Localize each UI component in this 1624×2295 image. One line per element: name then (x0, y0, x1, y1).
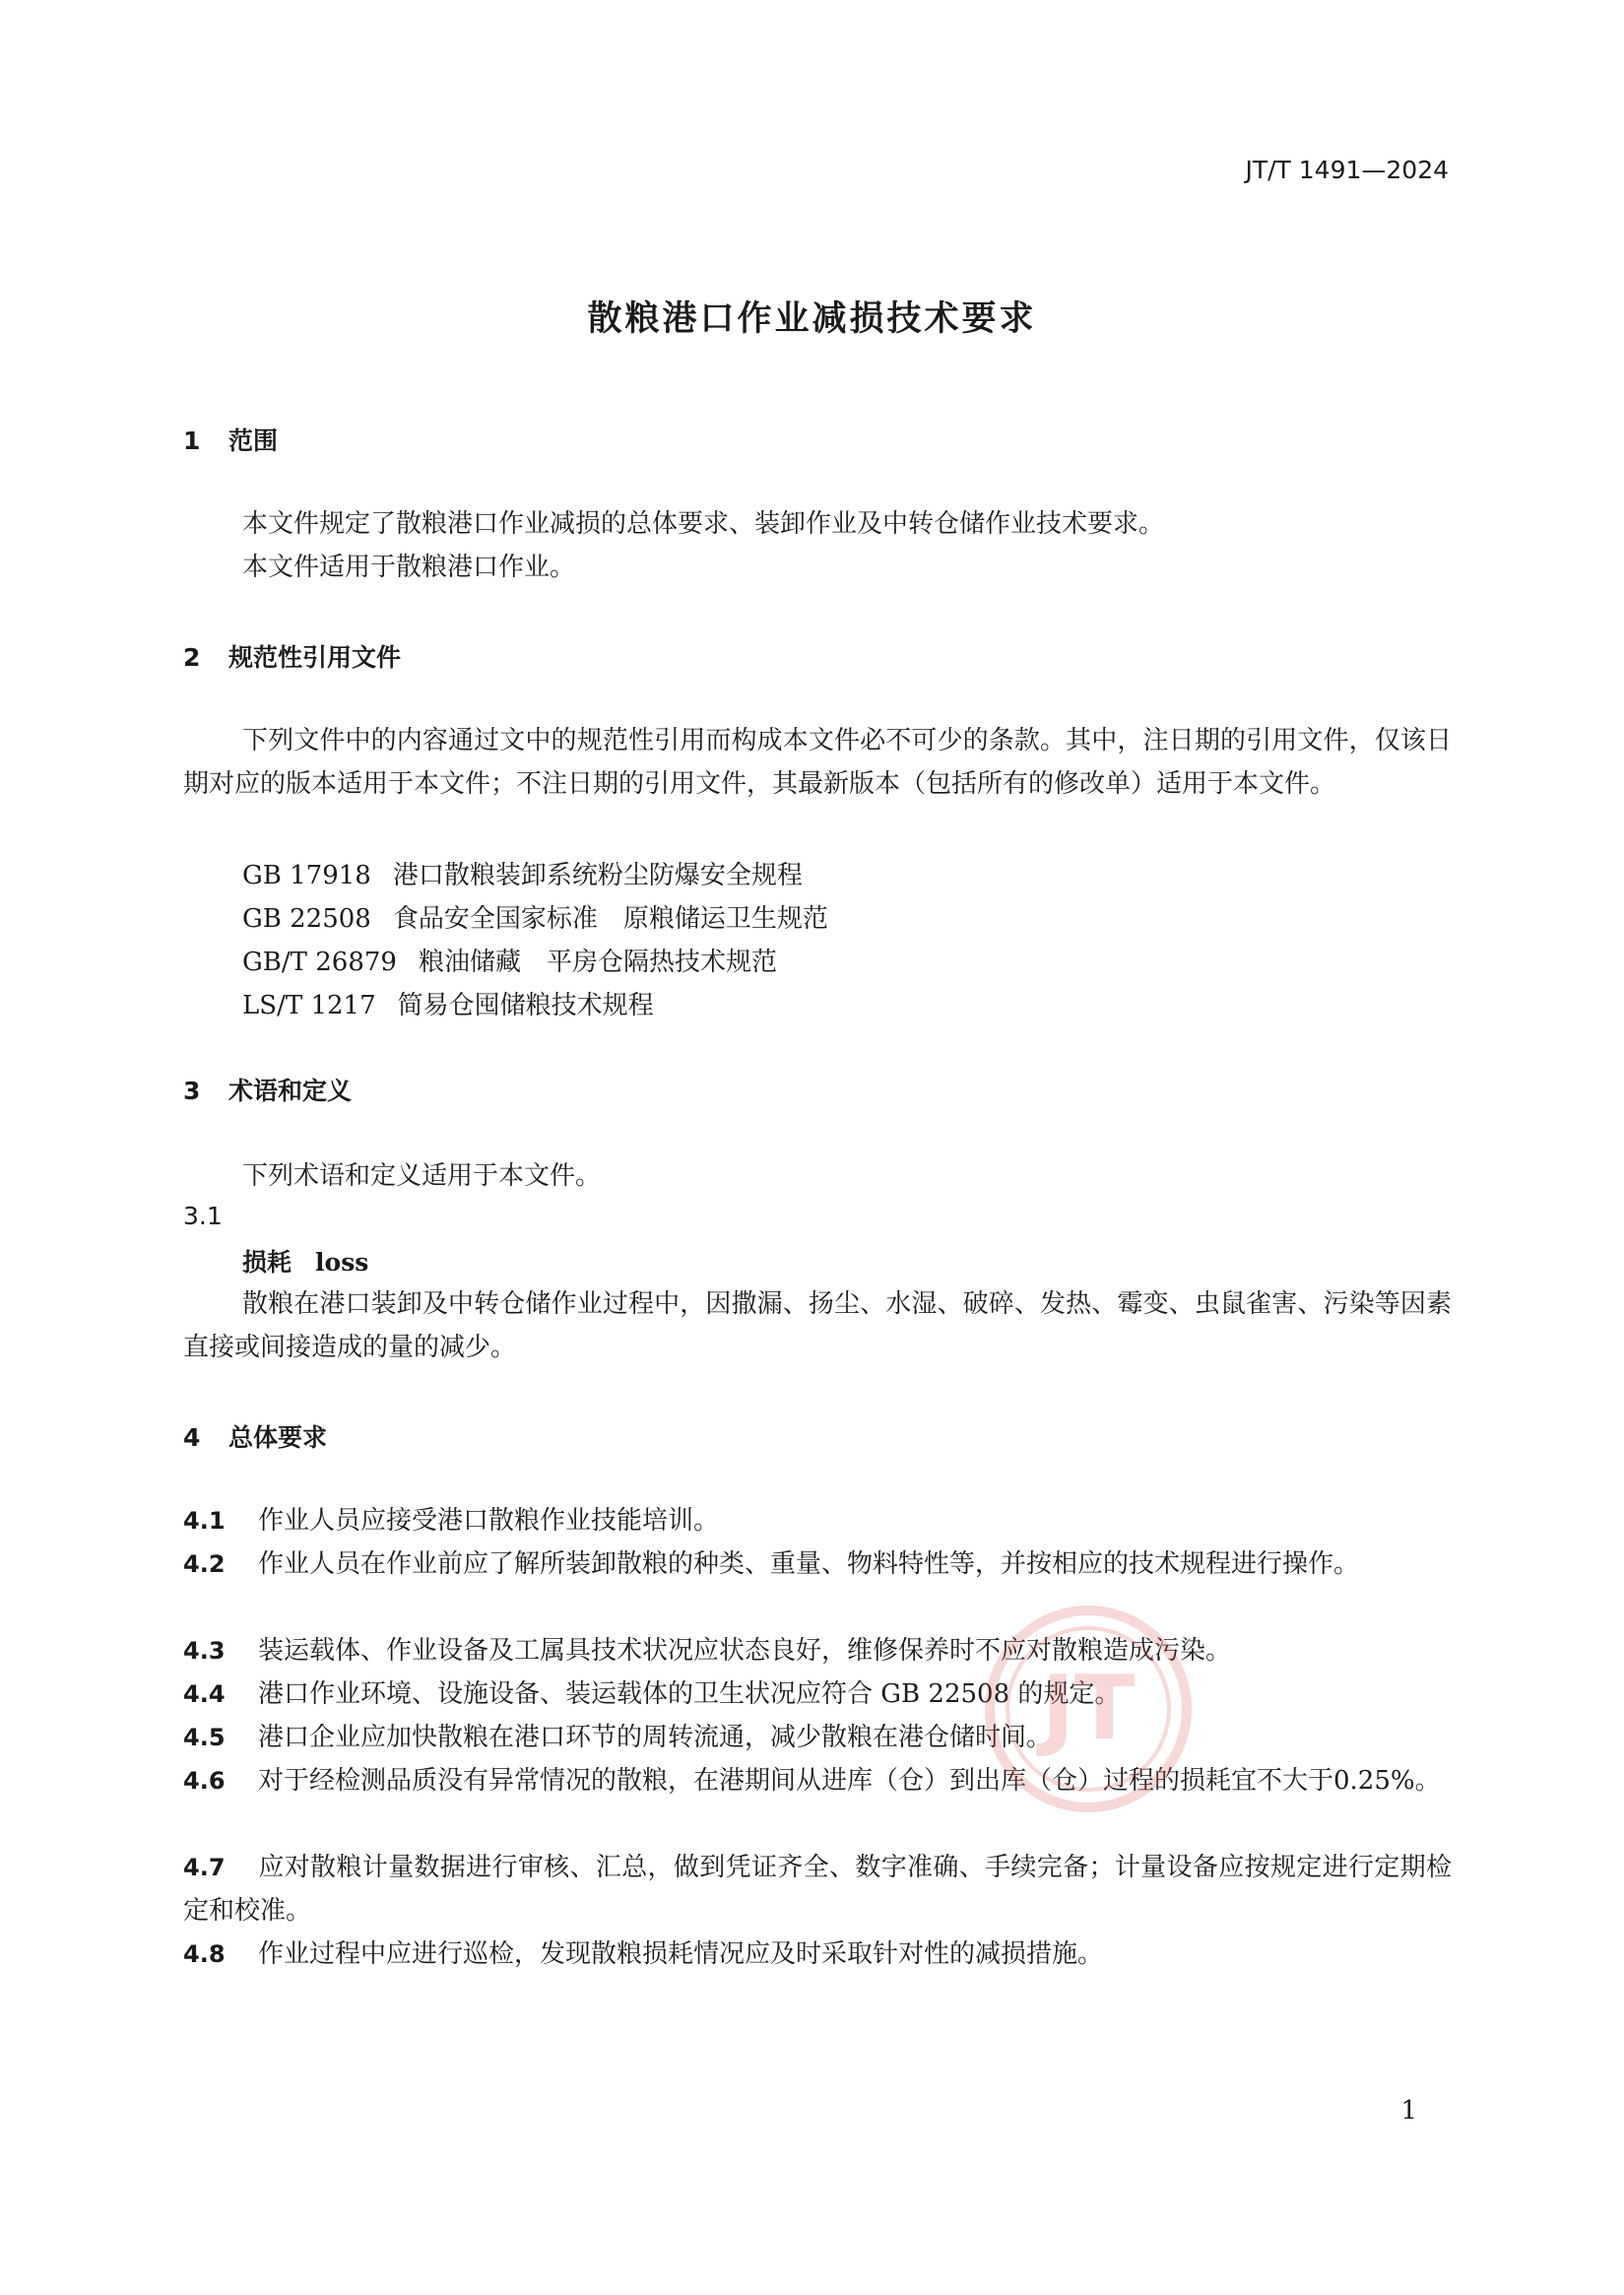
clause-number: 4.4 (183, 1680, 226, 1708)
section-3-heading (183, 1072, 352, 1107)
section-2-heading (183, 638, 401, 674)
reference-code: LS/T 1217 (242, 991, 376, 1020)
reference-name: 简易仓囤储粮技术规程 (397, 991, 654, 1020)
section-1-paragraph-1: 本文件规定了散粮港口作业减损的总体要求、装卸作业及中转仓储作业技术要求。 (242, 509, 1165, 539)
section-1-paragraph-2: 本文件适用于散粮港口作业。 (242, 553, 576, 582)
reference-name: 粮油储藏 平房仓隔热技术规范 (418, 948, 777, 977)
clause-text: 作业人员应接受港口散粮作业技能培训。 (258, 1506, 720, 1536)
clause (183, 1759, 1452, 1803)
section-number: 2 (183, 643, 201, 672)
section-title: 总体要求 (228, 1423, 328, 1452)
clause (183, 1629, 1452, 1672)
clause-number: 4.7 (183, 1854, 226, 1881)
reference-code: GB/T 26879 (242, 948, 397, 977)
reference-item (242, 898, 828, 935)
section-title: 范围 (228, 426, 279, 455)
section-number: 3 (183, 1077, 201, 1105)
clause-text: 装运载体、作业设备及工属具技术状况应状态良好，维修保养时不应对散粮造成污染。 (258, 1636, 1232, 1666)
clause (183, 1499, 1452, 1542)
reference-item (242, 985, 654, 1021)
term-number: 3.1 (183, 1202, 223, 1230)
document-title: 散粮港口作业减损技术要求 (587, 299, 1037, 339)
reference-code: GB 22508 (242, 904, 371, 934)
term-heading (242, 1243, 368, 1279)
section-number: 1 (183, 426, 201, 455)
clause (183, 1933, 1452, 1976)
section-3-intro: 下列术语和定义适用于本文件。 (242, 1161, 602, 1191)
document-code: JT/T 1491—2024 (1245, 156, 1449, 184)
stamp-text: JT (1041, 1657, 1136, 1760)
clause-text: 对于经检测品质没有异常情况的散粮，在港期间从进库（仓）到出库（仓）过程的损耗宜不大于0.25%。 (258, 1766, 1441, 1796)
clause (183, 1542, 1452, 1586)
clause-text: 港口企业应加快散粮在港口环节的周转流通，减少散粮在港仓储时间。 (258, 1723, 1053, 1752)
clause-text: 应对散粮计量数据进行审核、汇总，做到凭证齐全、数字准确、手续完备；计量设备应按规定进行定期检定和校准。 (183, 1853, 1452, 1926)
clause (183, 1672, 1452, 1716)
jt-watermark-stamp-icon (980, 1601, 1197, 1817)
section-2-intro: 下列文件中的内容通过文中的规范性引用而构成本文件必不可少的条款。其中，注日期的引用文件，仅该日期对应的版本适用于本文件；不注日期的引用文件，其最新版本（包括所有的修改单）适用于本文件。 (183, 726, 1452, 799)
section-1-heading (183, 422, 278, 457)
clause (183, 1716, 1452, 1759)
term-definition: 散粮在港口装卸及中转仓储作业过程中，因撒漏、扬尘、水湿、破碎、发热、霉变、虫鼠雀害、污染等因素直接或间接造成的量的减少。 (183, 1289, 1452, 1362)
section-4-heading (183, 1418, 327, 1454)
clause-number: 4.3 (183, 1637, 226, 1665)
clause-number: 4.8 (183, 1940, 226, 1968)
reference-item (242, 855, 803, 891)
clause-number: 4.2 (183, 1550, 226, 1578)
clause-text: 作业过程中应进行巡检，发现散粮损耗情况应及时采取针对性的减损措施。 (258, 1939, 1104, 1969)
clause-number: 4.6 (183, 1767, 226, 1795)
clause-text: 作业人员在作业前应了解所装卸散粮的种类、重量、物料特性等，并按相应的技术规程进行操作。 (258, 1549, 1360, 1579)
reference-code: GB 17918 (242, 861, 371, 890)
section-title: 术语和定义 (228, 1077, 353, 1105)
clause-text: 港口作业环境、设施设备、装运载体的卫生状况应符合 GB 22508 的规定。 (258, 1679, 1121, 1709)
page-number: 1 (1400, 2096, 1417, 2126)
reference-name: 食品安全国家标准 原粮储运卫生规范 (392, 904, 828, 934)
term-english: loss (315, 1248, 369, 1277)
section-number: 4 (183, 1423, 201, 1452)
reference-item (242, 942, 777, 978)
reference-name: 港口散粮装卸系统粉尘防爆安全规程 (392, 861, 803, 890)
clause (183, 1846, 1452, 1933)
clause-number: 4.1 (183, 1507, 226, 1535)
clause-number: 4.5 (183, 1724, 226, 1751)
term-chinese: 损耗 (242, 1248, 292, 1277)
section-title: 规范性引用文件 (228, 643, 402, 672)
